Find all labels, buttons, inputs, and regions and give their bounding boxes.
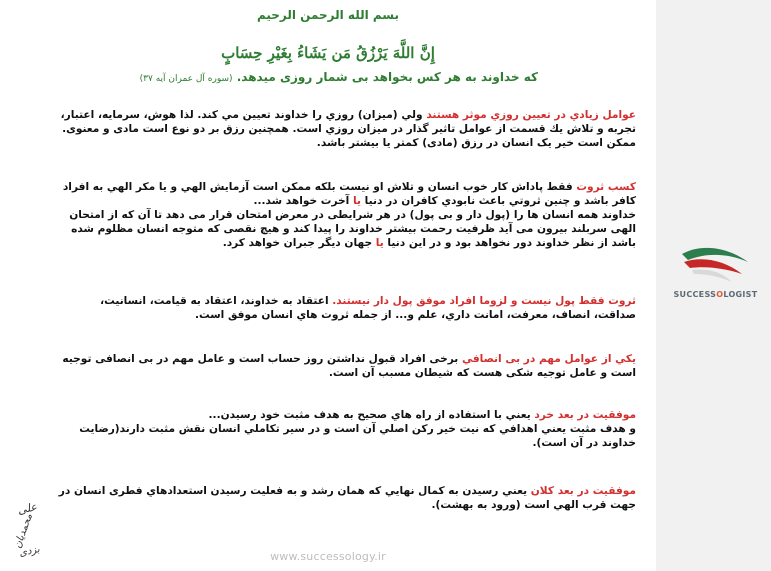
paragraph-wealth-not-money xyxy=(56,294,636,322)
signature-line: علی xyxy=(16,500,39,517)
paragraph-highlight: عوامل زيادي در تعيين روزي موثر هستند xyxy=(426,109,636,121)
paragraph-text: اعتقاد به خداوند، اعتقاد به قيامت، انسانيت، صداقت، انصاف، معرفت، امانت داري، علم و... از جمله ثروت هاي انسان موفق است. xyxy=(100,295,636,321)
basmala: بسم الله الرحمن الرحيم xyxy=(256,8,400,22)
ya-highlight: يا xyxy=(375,237,384,249)
paragraph-text: برخی افراد قبول نداشتن روز حساب است و عامل مهم در بی انصافی توجيه است و عامل توجيه شكی هست كه شيطان مسبب آن است. xyxy=(62,353,636,379)
paragraph-text: جهان ديگر جبران خواهد كرد. xyxy=(222,237,376,249)
verse-reference: (سوره آل عمران آیه ۳۷) xyxy=(139,74,233,84)
paragraph-highlight: يكي از عوامل مهم در بی انصافي xyxy=(461,353,636,365)
paragraph-text: آخرت خواهد شد... xyxy=(253,195,354,207)
successologist-logo xyxy=(660,240,771,320)
paragraph-highlight: موفقيت در بعد كلان xyxy=(530,485,636,497)
paragraph-text: ولي (ميزان) روزي را خداوند تعيين مي كند. لذا هوش، سرمايه، اعتبار، تجربه و تلاش يك قسمت از عوامل تاثير گذار در ميزان روزي است. همچنين رزق بر دو نوع است مادی و معنوی. ممكن است خير يک انسان در رزق (مادی) كمتر يا بيشتر باشد. xyxy=(60,109,636,149)
paragraph-rizq-factors xyxy=(56,108,636,150)
paragraph-earning-wealth xyxy=(56,180,636,250)
signature-line: محمدیان xyxy=(12,512,35,550)
footer-url[interactable]: www.successology.ir xyxy=(270,550,386,563)
bird-swoosh-icon xyxy=(678,240,752,286)
paragraph-highlight: كسب ثروت xyxy=(576,181,636,193)
paragraph-micro-success xyxy=(56,408,636,450)
paragraph-injustice xyxy=(56,352,636,380)
paragraph-text: خداوند همه انسان ها را (پول دار و بی پول) در هر شرايطی در معرض امتحان قرار می دهد تا آن كه از امتحان الهی سربلند بيرون می آيد ظرفيت رحمت بيشتر خداوند را پيدا كند و هيچ نقصی كه متوجه انسان مظلوم شده باشد از نظر خداوند دور نخواهد بود و در اين دنيا xyxy=(69,209,636,249)
logo-wordmark xyxy=(660,290,771,299)
paragraph-highlight: موفقيت در بعد خرد xyxy=(534,409,636,421)
paragraph-text: فقط پاداش كار خوب انسان و تلاش او نيست بلكه ممكن است آزمايش الهي و يا مكر الهي به افراد كافر باشد و چنين ثروتي باعث نابودي كافران در دنيا xyxy=(62,181,636,207)
paragraph-text: يعني رسيدن به كمال نهايي كه همان رشد و به فعليت رسيدن استعدادهاي فطری انسان در جهت قرب الهي است (ورود به بهشت). xyxy=(58,485,636,511)
translation-text: که خداوند به هر کس بخواهد بی شمار روزی میدهد. xyxy=(236,70,538,84)
paragraph-text: يعني با استفاده از راه هاي صحيح به هدف مثبت خود رسيدن... xyxy=(208,409,535,421)
paragraph-highlight: ثروت فقط پول نيست و لزوما افراد موفق پول دار نيستند. xyxy=(332,295,636,307)
paragraph-text: و هدف مثبت يعني اهدافي كه نيت خير ركن اصلي آن است و در سير تكاملي انسان نقش مثبت دارند(رضايت خداوند در آن است). xyxy=(79,423,636,449)
paragraph-macro-success xyxy=(56,484,636,512)
logo-text-part: O xyxy=(716,290,724,299)
verse-translation xyxy=(140,70,538,84)
logo-text-part: LOGIST xyxy=(723,290,758,299)
signature-line: بزدی xyxy=(18,544,41,560)
ya-highlight: يا xyxy=(353,195,361,207)
quran-verse: إِنَّ اللَّهَ يَرْزُقُ مَن يَشَاءُ بِغَيْرِ حِسَابٍ xyxy=(221,44,435,62)
logo-text-part: SUCCESS xyxy=(673,290,717,299)
